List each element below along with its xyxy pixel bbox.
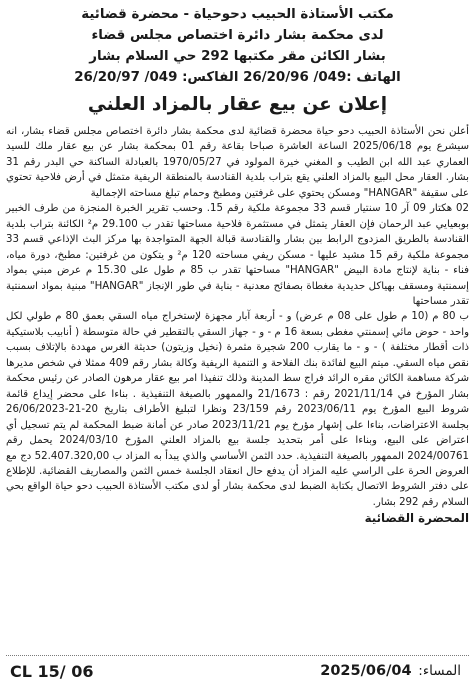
notice-body [6, 124, 469, 510]
footer [6, 659, 469, 683]
header-office-line: مكتب الأستاذة الحبيب دحوحياة - محضرة قضائية [81, 7, 394, 22]
header-phone-fax-line: الهاتف :049/ 26/20/96 الفاكس: 049/ 26/20/97 [74, 70, 401, 85]
office-header [6, 4, 469, 88]
notice-title: إعلان عن بيع عقار بالمزاد العلني [87, 94, 388, 115]
reference-code: CL 15/ 06 [10, 661, 94, 681]
legal-notice [6, 4, 469, 684]
body-paragraph-1: أعلن نحن الأستاذة الحبيب دحو حياة محضرة قضائية لدى محكمة بشار دائرة اختصاص مجلس قضاء بشار، انه سيشرع يوم 2025/06/18 الساعة العاشرة صباحا بقاعة رقم 01 بمحكمة بشار عن بيع عقار ملك للسيد العماري عبد الله ابن الطيب و المغني خيرة المولود في 1970/05/27 بالعبادلة الساكنة حي البدر رقم 31 بشار. العقار محل البيع بالمزاد العلني يقع بتراب بلدية القنادسة بالمنطقة الريفية متمثل في أرض فلاحية تحتوي على سقيفة "HANGAR" ومسكن يحتوي على غرفتين ومطبخ وحمام تبلغ مساحته الإجمالية [6, 126, 470, 199]
date-value: 2025/06/04 [320, 663, 412, 679]
body-paragraph-2: 02 هكتار 09 آر 10 سنتيار قسم 33 مجموعة ملكية رقم 15. وحسب تقرير الخبرة المنجزة من طرف الخبير بوبعيايي عبد الرحمان فإن العقار يتمثل في مستثمرة فلاحية مساحتها تقدر ب 29.100 م² الكائنة بتراب بلدية القنادسة بالطريق المزدوج الرابط بين بشار والقنادسة قبالة الجهة المتواجدة بها مركز البث الإذاعي قسم 33 مجموعة ملكية رقم 15 مشيد عليها - مسكن ريفي مساحته 120 م² و يتكون من غرفتين: مطبخ، دورة مياه، فناء - بناية لإنتاج مادة البيض "HANGAR" مساحتها تقدر ب 85 م طول على 15.30 م عرض مبني بمواد إسمنتية ومسقف بهياكل حديدية مغطاة بصفائح معدنية - بناية في طور الإنجاز "HANGAR" مبنية بمواد اسمنتية تقدر مساحتها [6, 203, 470, 307]
body-paragraph-3: ب 80 م (10 م طول على 08 م عرض) و - أربعة آبار مجهزة لإستخراج مياه السقي بعمق 80 م طولي لكل واحد - حوض مائي إسمنتي مغطى بسعة 16 م - و - جهاز السقي بالتقطير في حالة متوسطة ( أنابيب بلاستيكية ذات أقطار مختلفة ) - و - ما يقارب 200 شجيرة مثمرة (نخيل وزيتون) حديثة الغرس مهددة بالإتلاف بسبب نقص مياه السقي. ميتم البيع لفائدة بنك الفلاحة و التنمية الريفية وكالة بشار رقم 409 ممثلا في شخص مديرها شركة مساهمة الكائن مقره الرائد فراج سط المدينة وذلك تنفيذا امر بيع عقار مرهون الصادر عن رئيس محكمة بشار المؤرخ في 2021/11/14 رقم : 21/1673 والممهور بالصيغة التنفيذية . بناءا على محضر إيداع قائمة شروط البيع المؤرخ يوم 2023/06/11 رقم 23/159 ونظرا لتبليغ الأطراف بتاريخ 20-21-26/06/2023 بجلسة الاعتراضات، بناءا على إشهار مؤرخ يوم 2023/11/21 صادر عن أمانة ضبط المحكمة لم يتم تسجيل أي اعتراض على البيع، وبناءا على أمر بتحديد جلسة بيع بالمزاد العلني المؤرخ 2024/03/10 يحمل رقم 2024/00761 الممهور بالصيغة التنفيذية. حدد الثمن الأساسي والذي يبدأ به المزاد ب 52.407.320,00 دج مع العروض الحرة على الراسي عليه المزاد أن يدفع حال انعقاد الجلسة خمس الثمن والمصاريف القضائية. للإطلاع على دفتر الشروط الاتصال بكتابة الضبط لدى محكمة بشار أو لدى مكتب الأستاذة الحبيب دحو حياة الواقع بحي السلام رقم 292 بشار. [6, 311, 470, 508]
publication-date [320, 663, 469, 679]
signature: المحضرة القضائية [364, 511, 469, 526]
date-prefix: المساء: [418, 663, 461, 679]
header-court-line: لدى محكمة بشار دائرة اختصاص مجلس قضاء [91, 28, 384, 43]
header-address-line: بشار الكائن مقر مكتبها 292 حي السلام بشار [89, 49, 386, 64]
